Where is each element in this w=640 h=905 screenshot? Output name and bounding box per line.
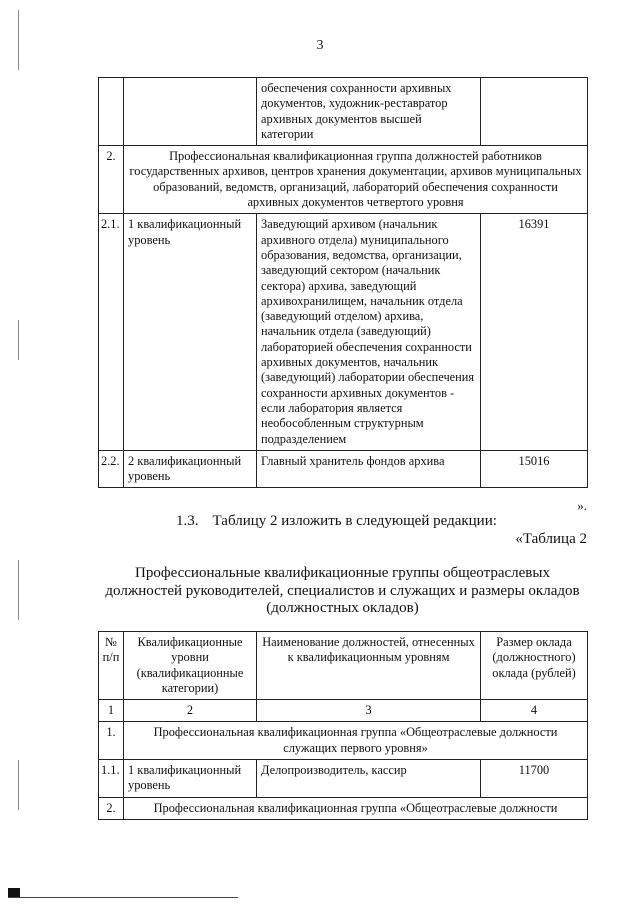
section-text: Таблицу 2 изложить в следующей редакции: [212, 513, 497, 529]
margin-mark [18, 760, 19, 810]
header-cell: Наименование должностей, отнесенных к квалификационным уровням [257, 632, 481, 700]
qualification-level: 2 квалификационный уровень [124, 450, 257, 488]
row-number: 1.1. [99, 760, 124, 798]
group-row [99, 722, 588, 760]
header-cell: Размер оклада (должностного) оклада (рублей) [481, 632, 588, 700]
row-number: 2.2. [99, 450, 124, 488]
table-row [99, 214, 588, 450]
group-row [99, 146, 588, 214]
qualification-level: 1 квалификационный уровень [124, 760, 257, 798]
closing-quote: ». [577, 498, 587, 513]
positions-cell: Главный хранитель фондов архива [257, 450, 481, 488]
positions-cell: Заведующий архивом (начальник архивного отдела) муниципального образования, ведомства, организации, заведующий сектором (начальник сектора) архива, заведующий архивохранилищем, начальник отдела (заведующий отделом) архива, начальник отдела (заведующий) лабораторией обеспечения сохранности архивных документов, начальник (заведующий) лаборатории обеспечения сохранности архивных документов - если лаборатория является необособленным структурным подразделением [257, 214, 481, 450]
index-cell: 1 [99, 700, 124, 722]
section-number: 1.3. [176, 513, 199, 529]
index-cell: 3 [257, 700, 481, 722]
salary-cell: 15016 [481, 450, 588, 488]
group-number: 1. [99, 722, 124, 760]
group-number: 2. [99, 146, 124, 214]
index-cell: 2 [124, 700, 257, 722]
group-row [99, 797, 588, 819]
header-cell: № п/п [99, 632, 124, 700]
table-row [99, 450, 588, 488]
margin-mark [18, 320, 19, 360]
page-number: 3 [316, 38, 324, 53]
table-row [99, 78, 588, 146]
index-cell: 4 [481, 700, 588, 722]
scan-line [8, 897, 238, 898]
group-number: 2. [99, 797, 124, 819]
group-title: Профессиональная квалификационная группа «Общеотраслевые должности служащих первого уровня» [124, 722, 588, 760]
table-cell [124, 78, 257, 146]
table-cell [99, 78, 124, 146]
salary-cell: 16391 [481, 214, 588, 450]
index-row [99, 700, 588, 722]
group-title: Профессиональная квалификационная группа должностей работников государственных архивов, центров хранения документации, архивов муниципальных образований, ведомств, организаций, лабораторий обеспечения сохранности архивных документов четвертого уровня [124, 146, 588, 214]
salary-table-2 [98, 631, 588, 820]
positions-cell: обеспечения сохранности архивных документов, художник-реставратор архивных документов высшей категории [257, 78, 481, 146]
header-cell: Квалификационные уровни (квалификационные категории) [124, 632, 257, 700]
group-title: Профессиональная квалификационная группа «Общеотраслевые должности [124, 797, 588, 819]
table-title: Профессиональные квалификационные группы общеотраслевых должностей руководителей, специалистов и служащих и размеры окладов (должностных окладов) [105, 565, 580, 616]
section-paragraph [176, 513, 497, 530]
salary-cell: 11700 [481, 760, 588, 798]
qualification-level: 1 квалификационный уровень [124, 214, 257, 450]
row-number: 2.1. [99, 214, 124, 450]
table-label: «Таблица 2 [515, 531, 587, 547]
salary-table-continued [98, 77, 588, 488]
margin-mark [18, 560, 19, 620]
table-cell [481, 78, 588, 146]
header-row [99, 632, 588, 700]
positions-cell: Делопроизводитель, кассир [257, 760, 481, 798]
table-row [99, 760, 588, 798]
